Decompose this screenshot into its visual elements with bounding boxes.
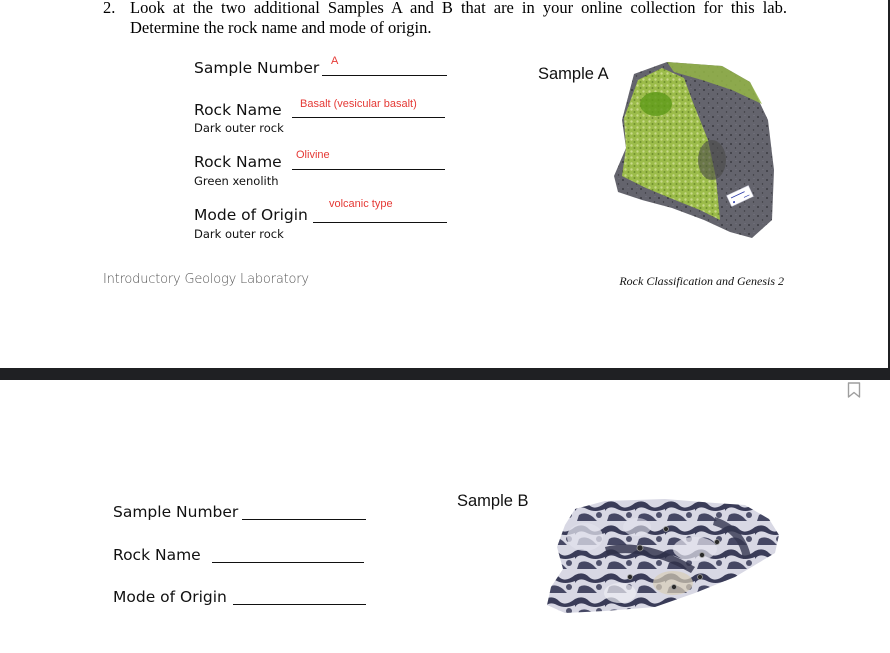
mode-of-origin-sublabel: Dark outer rock xyxy=(194,227,284,241)
mode-of-origin-answer[interactable]: volcanic type xyxy=(329,198,393,210)
rock-name-line-green-xenolith xyxy=(292,169,445,170)
question-number: 2. xyxy=(103,0,116,17)
rock-name-sublabel-green-xenolith: Green xenolith xyxy=(194,174,279,188)
sample-a-rock-image xyxy=(612,60,778,242)
footer-lab-title: Introductory Geology Laboratory xyxy=(103,272,309,287)
page-divider xyxy=(0,368,890,380)
rock-name-sublabel-dark-outer: Dark outer rock xyxy=(194,121,284,135)
sample-b-mode-of-origin-line[interactable] xyxy=(233,604,366,605)
sample-b-rock-name-label: Rock Name xyxy=(113,546,201,564)
question-text-line-2: Determine the rock name and mode of origin. xyxy=(130,18,432,37)
footer-section-title: Rock Classification and Genesis 2 xyxy=(619,274,784,288)
sample-b-rock-image xyxy=(545,497,783,615)
sample-number-answer[interactable]: A xyxy=(331,55,339,67)
sample-b-mode-of-origin-label: Mode of Origin xyxy=(113,588,227,606)
document-page-2 xyxy=(0,380,890,653)
sample-b-rock-name-line[interactable] xyxy=(212,562,364,563)
sample-b-number-line[interactable] xyxy=(242,519,366,520)
sample-number-label: Sample Number xyxy=(194,59,320,77)
question-2 xyxy=(103,0,787,38)
rock-name-answer-dark-outer[interactable]: Basalt (vesicular basalt) xyxy=(300,98,417,110)
rock-name-label-green-xenolith: Rock Name xyxy=(194,153,282,171)
sample-number-line xyxy=(322,75,447,76)
question-text-line-1: Look at the two additional Samples A and B that are in your online collection for this lab. xyxy=(130,0,787,17)
sample-a-title: Sample A xyxy=(538,65,609,83)
bookmark-icon[interactable] xyxy=(847,382,861,398)
sample-b-title: Sample B xyxy=(457,492,529,510)
rock-name-answer-green-xenolith[interactable]: Olivine xyxy=(296,149,330,161)
mode-of-origin-label: Mode of Origin xyxy=(194,206,308,224)
rock-name-line-dark-outer xyxy=(292,117,445,118)
mode-of-origin-line xyxy=(313,222,447,223)
rock-name-label-dark-outer: Rock Name xyxy=(194,101,282,119)
sample-b-number-label: Sample Number xyxy=(113,503,239,521)
